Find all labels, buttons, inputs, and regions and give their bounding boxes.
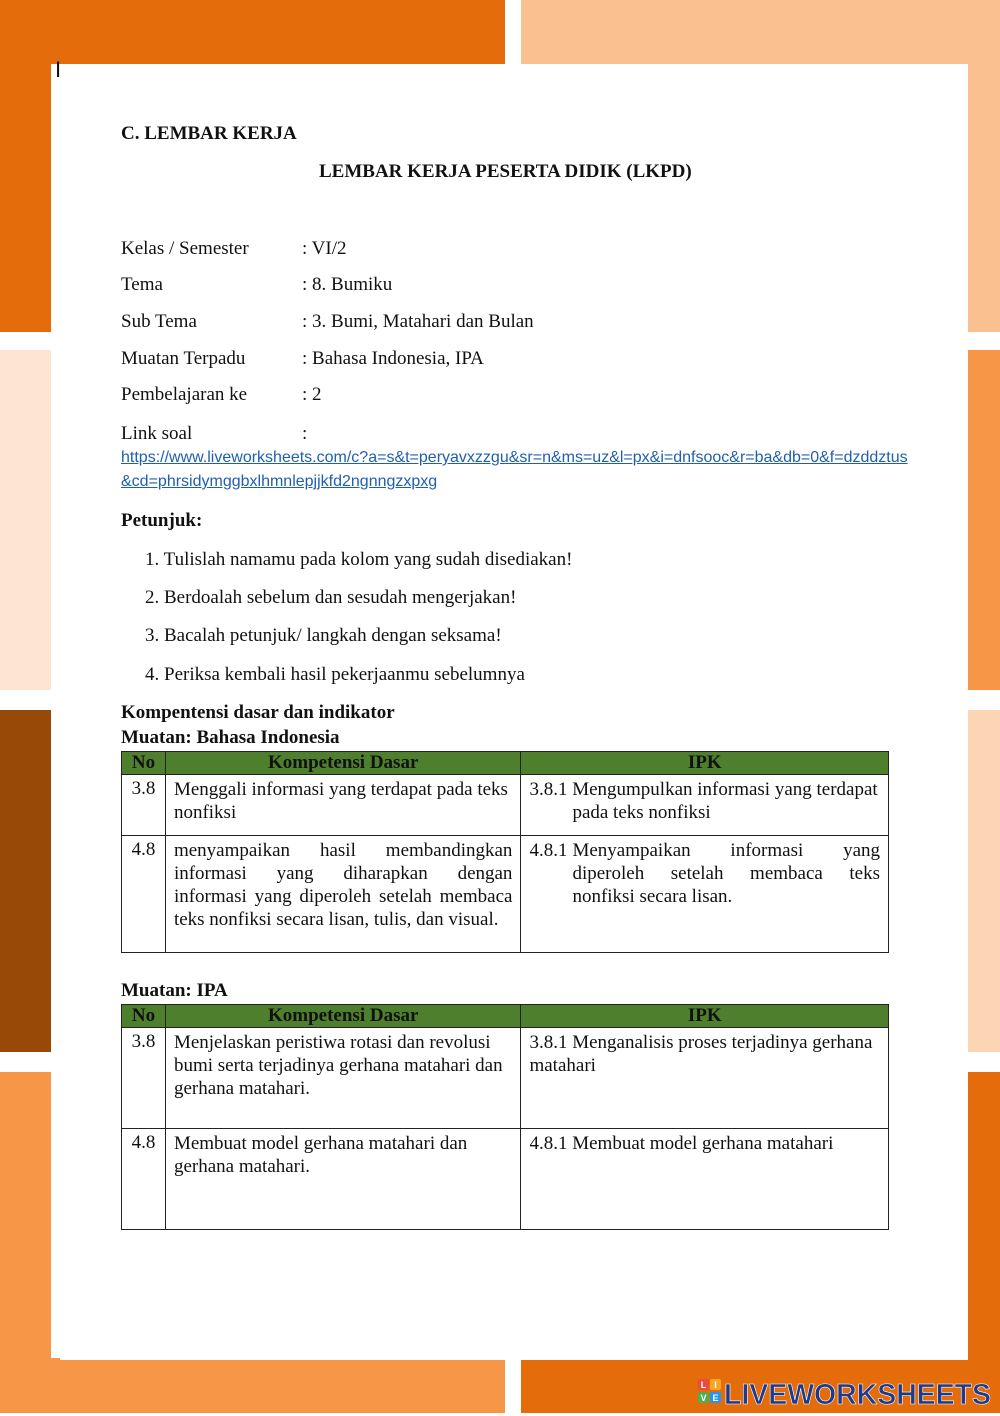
ipk-desc: Menyampaikan informasi yang diperoleh setelah membaca teks nonfiksi secara lisan. (572, 840, 880, 907)
info-label-link: Link soal (121, 423, 193, 444)
kompetensi-heading: Kompentensi dasar dan indikator (121, 702, 395, 723)
table-row (122, 1028, 889, 1129)
info-label-subtema: Sub Tema (121, 311, 197, 332)
petunjuk-item: 2. Berdoalah sebelum dan sesudah mengerjakan! (145, 587, 517, 608)
table-header-row (122, 752, 889, 775)
cursor-mark: I (55, 57, 62, 82)
bahasa-heading: Muatan: Bahasa Indonesia (121, 727, 340, 748)
ipk-text (529, 778, 880, 824)
petunjuk-item: 3. Bacalah petunjuk/ langkah dengan seksama! (145, 625, 502, 646)
logo-letter: V (700, 1393, 707, 1403)
row-kd: Menjelaskan peristiwa rotasi dan revolusi bumi serta terjadinya gerhana matahari dan gerhana matahari. (165, 1028, 521, 1129)
ipa-table (121, 1004, 889, 1230)
row-ipk: 4.8.1 Membuat model gerhana matahari (521, 1129, 889, 1230)
info-value-muatan: : Bahasa Indonesia, IPA (302, 348, 484, 369)
bg-block-right-pale (968, 710, 1000, 1052)
table-row (122, 775, 889, 836)
liveworksheets-icon (697, 1377, 993, 1411)
info-label-muatan: Muatan Terpadu (121, 348, 246, 369)
bg-block-bottom-left (0, 1360, 505, 1413)
petunjuk-item: 4. Periksa kembali hasil pekerjaanmu sebelumnya (145, 664, 525, 685)
row-kd: Membuat model gerhana matahari dan gerhana matahari. (165, 1129, 521, 1230)
petunjuk-heading: Petunjuk: (121, 510, 203, 531)
logo-letter: E (712, 1393, 719, 1403)
header-kd: Kompetensi Dasar (165, 752, 520, 775)
link-soal-url[interactable]: https://www.liveworksheets.com/c?a=s&t=peryavxzzgu&sr=n&ms=uz&l=px&i=dnfsooc&r=ba&db=0&f=dzddztus&cd=phrsidymggbxlhmnlepjjkfd2ngnngzxpxg (121, 449, 908, 490)
bahasa-table (121, 751, 889, 953)
logo-text: LIVEWORKSHEETS (724, 1379, 991, 1411)
info-label-pembelajaran: Pembelajaran ke (121, 384, 248, 405)
row-ipk (521, 836, 889, 953)
row-ipk: 3.8.1 Menganalisis proses terjadinya gerhana matahari (521, 1028, 889, 1129)
header-no: No (122, 1005, 166, 1028)
info-value-subtema: : 3. Bumi, Matahari dan Bulan (302, 311, 534, 332)
row-kd: Menggali informasi yang terdapat pada teks nonfiksi (165, 775, 520, 836)
section-heading: C. LEMBAR KERJA (121, 123, 297, 144)
row-kd: menyampaikan hasil membandingkan informasi yang diharapkan dengan informasi yang diperoleh setelah membaca teks nonfiksi secara lisan, tulis, dan visual. (165, 836, 520, 953)
liveworksheets-logo (697, 1377, 993, 1411)
row-no: 3.8 (122, 775, 166, 836)
header-ipk: IPK (521, 752, 889, 775)
table-row (122, 836, 889, 953)
petunjuk-item: 1. Tulislah namamu pada kolom yang sudah disediakan! (145, 549, 573, 570)
table-row (122, 1129, 889, 1230)
info-value-tema: : 8. Bumiku (302, 274, 393, 295)
header-kd: Kompetensi Dasar (165, 1005, 521, 1028)
bg-block-right-dark-orange (968, 1072, 1000, 1362)
row-no: 4.8 (122, 1129, 166, 1230)
info-value-pembelajaran: : 2 (302, 384, 322, 405)
row-no: 4.8 (122, 836, 166, 953)
info-label-tema: Tema (121, 274, 163, 295)
ipk-text (529, 839, 880, 908)
header-ipk: IPK (521, 1005, 889, 1028)
table-header-row (122, 1005, 889, 1028)
ipk-number: 4.8.1 (529, 840, 568, 861)
info-label-kelas: Kelas / Semester (121, 238, 249, 259)
bg-block-right-orange (968, 350, 1000, 690)
ipk-number: 3.8.1 (529, 779, 568, 800)
logo-letter: L (700, 1380, 707, 1390)
row-ipk (521, 775, 889, 836)
ipk-desc: Mengumpulkan informasi yang terdapat pada teks nonfiksi (572, 779, 878, 823)
logo-letter: I (714, 1380, 717, 1390)
doc-title: LEMBAR KERJA PESERTA DIDIK (LKPD) (319, 161, 692, 182)
info-value-link: : (302, 423, 308, 444)
header-no: No (122, 752, 166, 775)
info-value-kelas: : VI/2 (302, 238, 347, 259)
row-no: 3.8 (122, 1028, 166, 1129)
ipa-heading: Muatan: IPA (121, 980, 228, 1001)
